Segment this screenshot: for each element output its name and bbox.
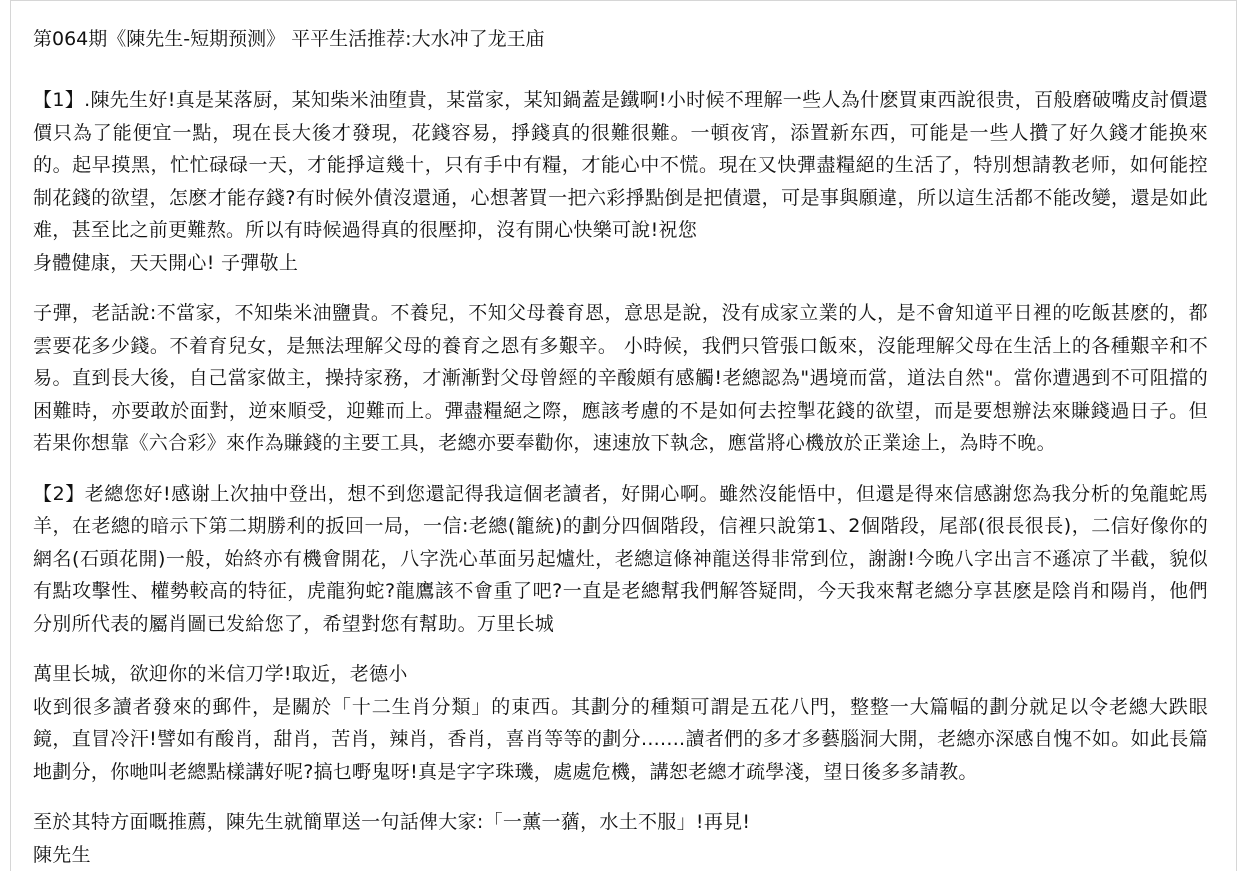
text-line: 子彈，老話說:不當家，不知柴米油鹽貴。不養兒，不知父母養育恩，意思是說，没有成家立業的人，是不會知道平日裡的吃飯甚麽的，都雲要花多少錢。不着育兒女，是無法理解父母的養育之恩有多艱辛。 小時候，我們只管張口飯來，沒能理解父母在生活上的各種艱辛和不易。直到長大後，自己當家做主，操持家務，才漸漸對父母曾經的辛酸頗有感觸!老總認為"遇境而當，道法自然"。當你遭遇到不可阻擋的困難時，亦要敢於面對，逆來順受，迎難而上。彈盡糧絕之際，應該考慮的不是如何去控掣花錢的欲望，而是要想辦法來賺錢過日子。但若果你想靠《六合彩》來作為賺錢的主要工具，老總亦要奉勸你，速速放下執念，應當將心機放於正業途上，為時不晚。 — [33, 302, 1208, 454]
paragraph — [33, 478, 1208, 641]
paragraph — [33, 297, 1208, 460]
paragraph — [33, 806, 1208, 871]
text-line: 【1】.陳先生好!真是某落厨，某知柴米油堕貴，某當家，某知鍋蓋是鐵啊!小时候不理解一些人為什麽買東西說很贵，百般磨破嘴皮討價還價只為了能便宜一點，現在長大後才發現，花錢容易，掙錢真的很難很難。一頓夜宵，添置新东西，可能是一些人攢了好久錢才能换來的。起早摸黑，忙忙碌碌一天，才能掙這幾十，只有手中有糧，才能心中不慌。現在又快彈盡糧絕的生活了，特別想請教老师，如何能控制花錢的欲望，怎麽才能存錢?有时候外債沒還通，心想著買一把六彩掙點倒是把債還，可是事與願違，所以這生活都不能改變，還是如此难，甚至比之前更難熬。所以有時候過得真的很壓抑，沒有開心快樂可說!祝您 — [33, 89, 1208, 241]
text-line: 收到很多讀者發來的郵件，是關於「十二生肖分類」的東西。其劃分的種類可謂是五花八門，整整一大篇幅的劃分就足以令老總大跌眼鏡，直冒冷汗!譬如有酸肖，甜肖，苦肖，辣肖，香肖，喜肖等等的劃分.......讀者們的多才多藝腦洞大開，老總亦深感自愧不如。如此長篇地劃分，你哋叫老總點樣講好呢?搞乜嘢鬼呀!真是字字珠璣，處處危機，講恕老總才疏學淺，望日後多多請教。 — [33, 695, 1208, 783]
post-title: 第064期《陳先生-短期预测》 平平生活推荐:大水冲了龙王庙 — [33, 28, 545, 50]
text-line: 身體健康，天天開心! 子彈敬上 — [33, 251, 299, 274]
text-line: 【2】老總您好!感谢上次抽中登出，想不到您還記得我這個老讀者，好開心啊。雖然沒能悟中，但還是得來信感謝您為我分析的兔龍蛇馬羊，在老總的暗示下第二期勝利的扳回一局，一信:老總(籠統)的劃分四個階段，信裡只說第1、2個階段，尾部(很長很長)，二信好像你的網名(石頭花開)一般，始終亦有機會開花，八字洗心革面另起爐灶，老總這條神龍送得非常到位，謝謝!今晚八字出言不遜凉了半截，貌似有點攻擊性、權勢較高的特征，虎龍狗蛇?龍鷹該不會重了吧?一直是老總幫我們解答疑問，今天我來幫老總分享甚麽是陰肖和陽肖，他們分別所代表的屬肖圖已发給您了，希望對您有幫助。万里长城 — [33, 482, 1208, 635]
text-line: 至於其特方面嘅推薦，陳先生就簡單送一句話俾大家:「一薰一蕕，水土不服」!再見! — [33, 811, 751, 833]
paragraph — [33, 84, 1208, 279]
paragraph — [33, 658, 1208, 788]
post-body — [33, 84, 1208, 871]
post-content-cell — [10, 0, 1237, 871]
text-line: 陳先生 — [33, 843, 91, 866]
text-line: 萬里长城，欲迎你的米信刀学!取近，老德小 — [33, 663, 408, 685]
